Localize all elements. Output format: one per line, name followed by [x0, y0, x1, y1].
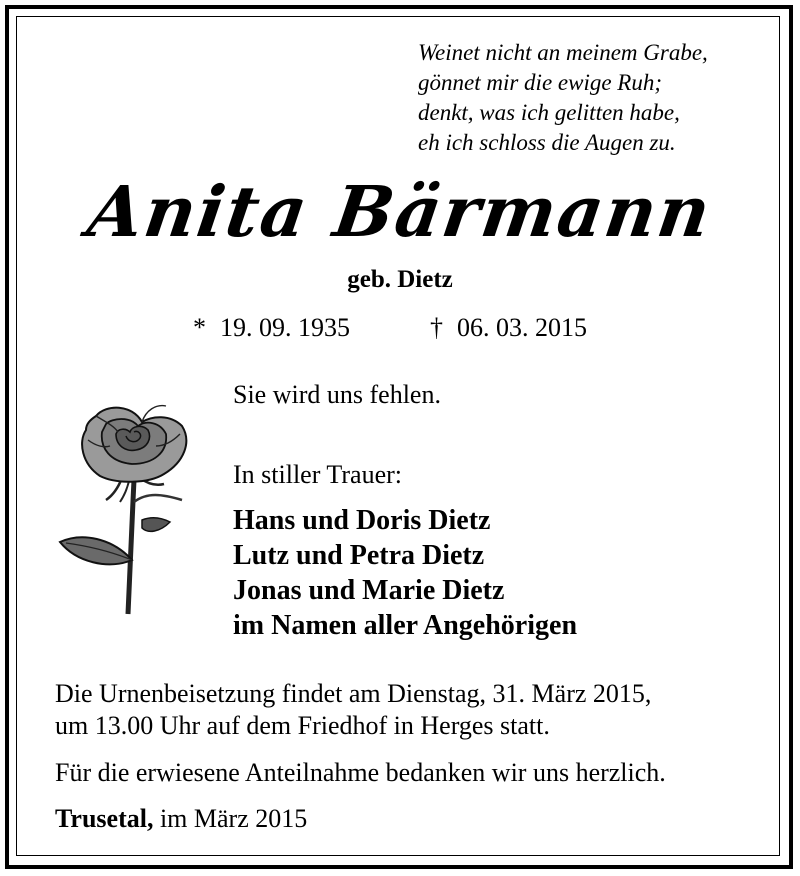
list-item: Lutz und Petra Dietz [233, 540, 485, 571]
birth-name: geb. Dietz [347, 266, 453, 293]
rose-icon [52, 392, 202, 624]
signoff-date: im März 2015 [159, 804, 308, 833]
list-item: Hans und Doris Dietz [233, 505, 491, 536]
death-date-line [430, 313, 587, 343]
birth-date-line [193, 313, 350, 343]
list-item: Jonas und Marie Dietz [233, 575, 505, 606]
poem [418, 38, 708, 158]
notice-line: um 13.00 Uhr auf dem Friedhof in Herges statt. [55, 711, 550, 740]
death-symbol: † [430, 313, 443, 342]
death-date: 06. 03. 2015 [457, 313, 587, 342]
notice-line: Die Urnenbeisetzung findet am Dienstag, 31. März 2015, [55, 679, 652, 708]
poem-line: denkt, was ich gelitten habe, [418, 100, 680, 125]
thanks-line: Für die erwiesene Anteilnahme bedanken wir uns herzlich. [55, 758, 666, 787]
saying: Sie wird uns fehlen. [233, 380, 441, 409]
poem-line: Weinet nicht an meinem Grabe, [418, 40, 708, 65]
signoff [55, 804, 307, 834]
deceased-name: Anita Bärmann [82, 170, 718, 253]
mourning-intro: In stiller Trauer: [233, 460, 402, 489]
burial-notice [55, 678, 651, 742]
poem-line: gönnet mir die ewige Ruh; [418, 70, 663, 95]
birth-date: 19. 09. 1935 [220, 313, 350, 342]
list-item: im Namen aller Angehörigen [233, 610, 578, 641]
signoff-place: Trusetal, [55, 804, 154, 833]
poem-line: eh ich schloss die Augen zu. [418, 130, 676, 155]
mourners-list [233, 503, 577, 643]
birth-symbol: * [193, 313, 206, 342]
